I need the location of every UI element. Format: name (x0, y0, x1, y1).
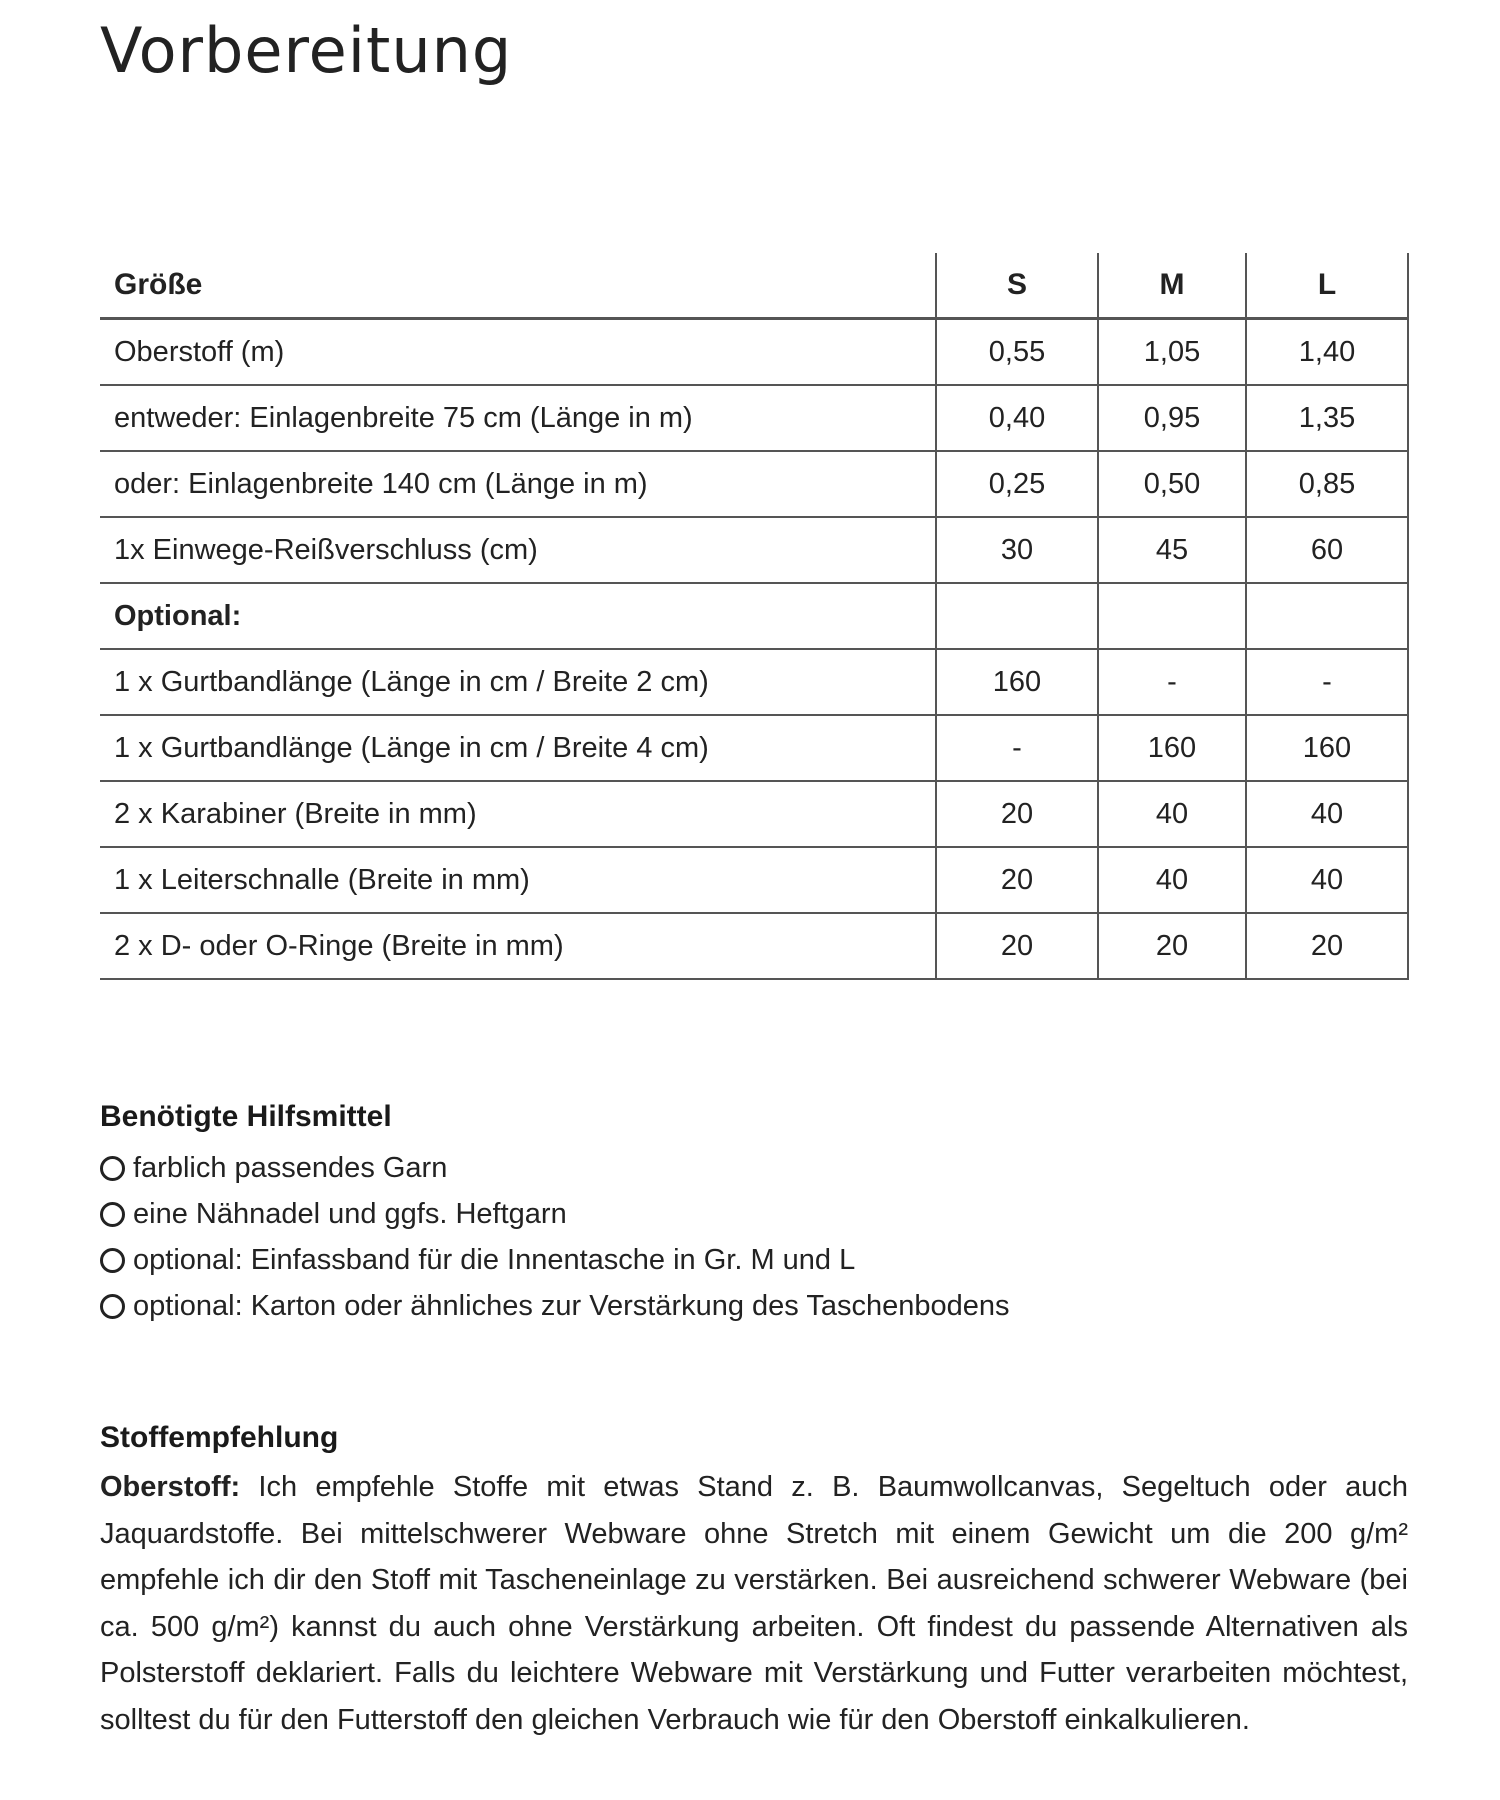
material-table (100, 253, 1409, 980)
list-item-text: eine Nähnadel und ggfs. Heftgarn (133, 1198, 567, 1230)
table-row (100, 715, 1408, 781)
row-value-s: - (936, 715, 1098, 781)
table-row (100, 847, 1408, 913)
row-value-l: 0,85 (1246, 451, 1408, 517)
tools-heading: Benötigte Hilfsmittel (100, 1100, 392, 1133)
row-value-m: 0,50 (1098, 451, 1246, 517)
row-value-l: - (1246, 649, 1408, 715)
header-size-l: L (1246, 253, 1408, 319)
row-value-s: 0,25 (936, 451, 1098, 517)
tools-list (100, 1145, 1010, 1329)
row-label: 2 x D- oder O-Ringe (Breite in mm) (100, 913, 936, 979)
fabric-body-text: Ich empfehle Stoffe mit etwas Stand z. B. Baumwollcanvas, Segeltuch oder auch Jaquardstoffe. Bei mittelschwerer Webware ohne Stretch mit einem Gewicht um die 200 g/m² empfehle ich dir den Stoff mit Tascheneinlage zu verstärken. Bei ausreichend schwerer Webware (bei ca. 500 g/m²) kannst du auch ohne Verstärkung arbeiten. Oft findest du passende Alternativen als Polsterstoff deklariert. Falls du leichtere Webware mit Verstärkung und Futter verarbeiten möchtest, solltest du für den Futterstoff den gleichen Verbrauch wie für den Oberstoff einkalkulieren. (100, 1471, 1408, 1736)
fabric-lead-label: Oberstoff: (100, 1471, 241, 1503)
row-value-l: 20 (1246, 913, 1408, 979)
list-item (100, 1145, 1010, 1191)
list-item-text: optional: Einfassband für die Innentasche in Gr. M und L (133, 1244, 856, 1276)
fabric-heading: Stoffempfehlung (100, 1421, 339, 1454)
row-label: 1 x Gurtbandlänge (Länge in cm / Breite 4 cm) (100, 715, 936, 781)
list-item-text: optional: Karton oder ähnliches zur Verstärkung des Taschenbodens (133, 1290, 1010, 1322)
row-label: 1 x Leiterschnalle (Breite in mm) (100, 847, 936, 913)
circle-bullet-icon (100, 1202, 125, 1227)
table-row (100, 385, 1408, 451)
list-item (100, 1283, 1010, 1329)
table-row (100, 649, 1408, 715)
header-size-m: M (1098, 253, 1246, 319)
row-value-m: 160 (1098, 715, 1246, 781)
row-label: Oberstoff (m) (100, 319, 936, 386)
row-label: 1 x Gurtbandlänge (Länge in cm / Breite 2 cm) (100, 649, 936, 715)
row-value-m: 40 (1098, 781, 1246, 847)
list-item-text: farblich passendes Garn (133, 1152, 448, 1184)
row-value-s: 0,40 (936, 385, 1098, 451)
row-value-s: 20 (936, 913, 1098, 979)
row-value-s: 160 (936, 649, 1098, 715)
circle-bullet-icon (100, 1248, 125, 1273)
row-value-l: 40 (1246, 847, 1408, 913)
table-row (100, 913, 1408, 979)
header-size-s: S (936, 253, 1098, 319)
row-value-m (1098, 583, 1246, 649)
list-item (100, 1237, 1010, 1283)
table-row (100, 517, 1408, 583)
row-value-m: 40 (1098, 847, 1246, 913)
row-value-s: 20 (936, 781, 1098, 847)
row-value-l: 40 (1246, 781, 1408, 847)
row-value-l: 1,35 (1246, 385, 1408, 451)
row-value-m: 1,05 (1098, 319, 1246, 386)
row-value-l: 1,40 (1246, 319, 1408, 386)
row-value-l: 160 (1246, 715, 1408, 781)
row-value-s: 30 (936, 517, 1098, 583)
row-value-l (1246, 583, 1408, 649)
row-value-m: 0,95 (1098, 385, 1246, 451)
table-row (100, 781, 1408, 847)
table-header-row (100, 253, 1408, 319)
optional-section-label: Optional: (100, 583, 936, 649)
row-value-s (936, 583, 1098, 649)
row-label: entweder: Einlagenbreite 75 cm (Länge in m) (100, 385, 936, 451)
table-row (100, 451, 1408, 517)
row-value-s: 20 (936, 847, 1098, 913)
row-label: oder: Einlagenbreite 140 cm (Länge in m) (100, 451, 936, 517)
row-value-m: 45 (1098, 517, 1246, 583)
list-item (100, 1191, 1010, 1237)
row-label: 1x Einwege-Reißverschluss (cm) (100, 517, 936, 583)
row-label: 2 x Karabiner (Breite in mm) (100, 781, 936, 847)
circle-bullet-icon (100, 1294, 125, 1319)
circle-bullet-icon (100, 1156, 125, 1181)
fabric-paragraph (100, 1464, 1408, 1743)
page-title: Vorbereitung (100, 14, 513, 87)
row-value-l: 60 (1246, 517, 1408, 583)
table-row (100, 319, 1408, 386)
table-row-optional (100, 583, 1408, 649)
row-value-s: 0,55 (936, 319, 1098, 386)
header-size-label: Größe (100, 253, 936, 319)
row-value-m: 20 (1098, 913, 1246, 979)
row-value-m: - (1098, 649, 1246, 715)
